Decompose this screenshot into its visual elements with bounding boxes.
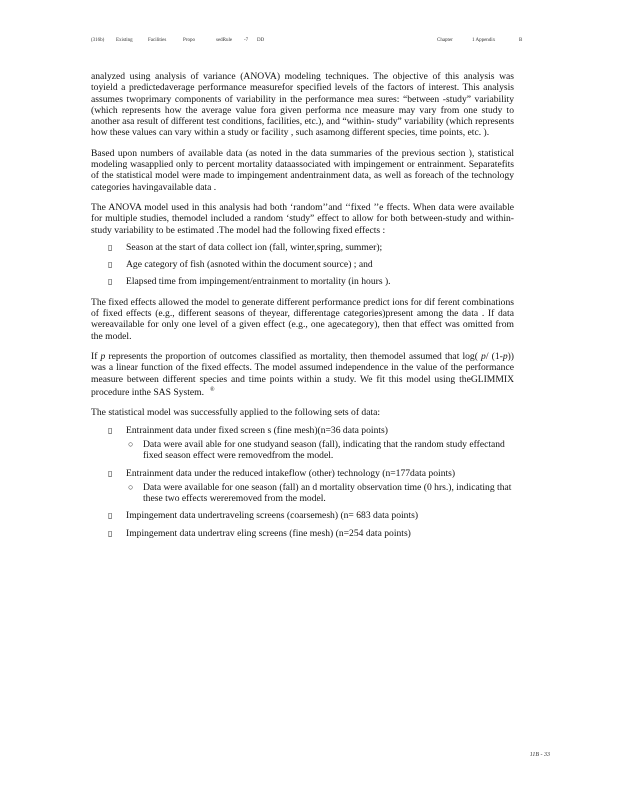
list-item-text: Elapsed time from impingement/entrainment to mortality (in hours ). — [126, 276, 391, 288]
header-label: Facilities — [148, 38, 167, 43]
bullet-icon: ▯ — [108, 528, 113, 538]
header-label: (316b) — [91, 38, 105, 43]
bullet-icon: ▯ — [108, 242, 113, 252]
list-item — [91, 510, 514, 521]
paragraph-fixed-effects: The fixed effects allowed the model to generate different performance predict ions for dif ferent combinations of fixed effects (e.g., different seasons of theyear, differentage categories)present among the data . If data wereavailable for only one level of a given effect (e.g., one agecategory), then that effect was omitted from the model. — [91, 296, 514, 342]
list-item — [91, 425, 514, 462]
circle-bullet-icon: ○ — [128, 438, 134, 449]
sub-list-item — [126, 439, 514, 462]
sub-list-item-text: Data were available for one season (fall) an d mortality observation time (0 hrs.), indicating that these two effects wereremoved from the model. — [143, 481, 512, 505]
paragraph-data-availability: Based upon numbers of available data (as noted in the data summaries of the previous section ), statistical modeling wasapplied only to percent mortality dataassociated with impingement or entrainment. Separatefits of the statistical model were made to impingement andentrainment data, as well as foreach of the technology categories havingavailable data . — [91, 147, 514, 193]
sub-list-item-text: Data were avail able for one studyand season (fall), indicating that the random study effectand fixed season effect were removedfrom the model. — [143, 438, 505, 462]
bullet-icon: ▯ — [108, 260, 113, 270]
text-run: represents the proportion of outcomes classified as mortality, then themodel assumed that log( — [108, 350, 478, 362]
fixed-effects-list — [91, 242, 514, 288]
sub-list-item — [126, 482, 514, 505]
header-label: -7 — [244, 38, 249, 43]
paragraph-model-equation — [91, 351, 514, 398]
list-item — [91, 528, 514, 539]
sub-list — [126, 482, 514, 505]
header-chapter: Chapter — [437, 38, 453, 43]
variable-p: p — [502, 350, 508, 362]
list-item — [91, 259, 514, 270]
list-item-text: Impingement data undertraveling screens (coarsemesh) (n= 683 data points) — [126, 510, 419, 522]
paragraph-anova-model: The ANOVA model used in this analysis had both ‘random’’and ‘‘fixed ’’e ffects. When data were available for multiple studies, themodel included a random ‘study” effect to allow for both between-study and within- study variability to be estimated .The model had the following fixed effects : — [91, 201, 514, 236]
header-right: B — [519, 38, 523, 43]
paragraph-datasets-intro: The statistical model was successfully applied to the following sets of data: — [91, 407, 381, 419]
text-run: If — [91, 350, 98, 362]
list-item-text: Entrainment data under the reduced intakeflow (other) technology (n=177data points) — [126, 467, 456, 479]
bullet-icon: ▯ — [108, 277, 113, 287]
text-run: / (1- — [485, 350, 503, 362]
datasets-list — [91, 425, 514, 539]
sub-list — [126, 439, 514, 462]
header-section: 1 Appendix — [472, 38, 496, 43]
list-item-text: Season at the start of data collect ion (fall, winter,spring, summer); — [126, 241, 383, 253]
list-item — [91, 468, 514, 505]
list-item-text: Age category of fish (asnoted within the document source) ; and — [126, 259, 373, 271]
page-number: 11B - 33 — [529, 752, 550, 758]
paragraph-anova-intro: analyzed using analysis of variance (ANOVA) modeling techniques. The objective of this analysis was toyield a predictedaverage performance measurefor specified levels of the factors of interest. This analysis assumes twoprimary components of variability in the performance mea sures: “between -study” variability (which represents how the average value fora given performa nce measure may vary from one study to another asa result of different test conditions, facilities, etc.), and “within- study” variability (which represents how these values can vary within a study or facility , such asamong different species, time points, etc. ). — [91, 71, 514, 139]
list-item-text: Impingement data undertrav eling screens (fine mesh) (n=254 data points) — [126, 527, 411, 539]
header-label: sedRule — [216, 38, 233, 43]
header-label: Propo — [183, 38, 195, 43]
list-item — [91, 276, 514, 287]
list-item-text: Entrainment data under fixed screen s (fine mesh)(n=36 data points) — [126, 424, 388, 436]
variable-p: p — [481, 350, 486, 362]
list-item — [91, 242, 514, 253]
running-header — [91, 38, 526, 48]
text-run: )) was a linear function of the fixed effects. The model assumed independence in the value of the performance measure between different species and time points within a study. We fit this model using theGLIMMIX procedure inthe SAS System. — [91, 350, 514, 399]
registered-mark: ® — [209, 386, 215, 393]
bullet-icon: ▯ — [108, 468, 113, 478]
header-label: Existing — [116, 38, 133, 43]
page-body — [91, 71, 514, 548]
variable-p: p — [100, 350, 106, 362]
bullet-icon: ▯ — [108, 511, 113, 521]
header-label: DD — [257, 38, 265, 43]
bullet-icon: ▯ — [108, 425, 113, 435]
circle-bullet-icon: ○ — [128, 481, 134, 492]
